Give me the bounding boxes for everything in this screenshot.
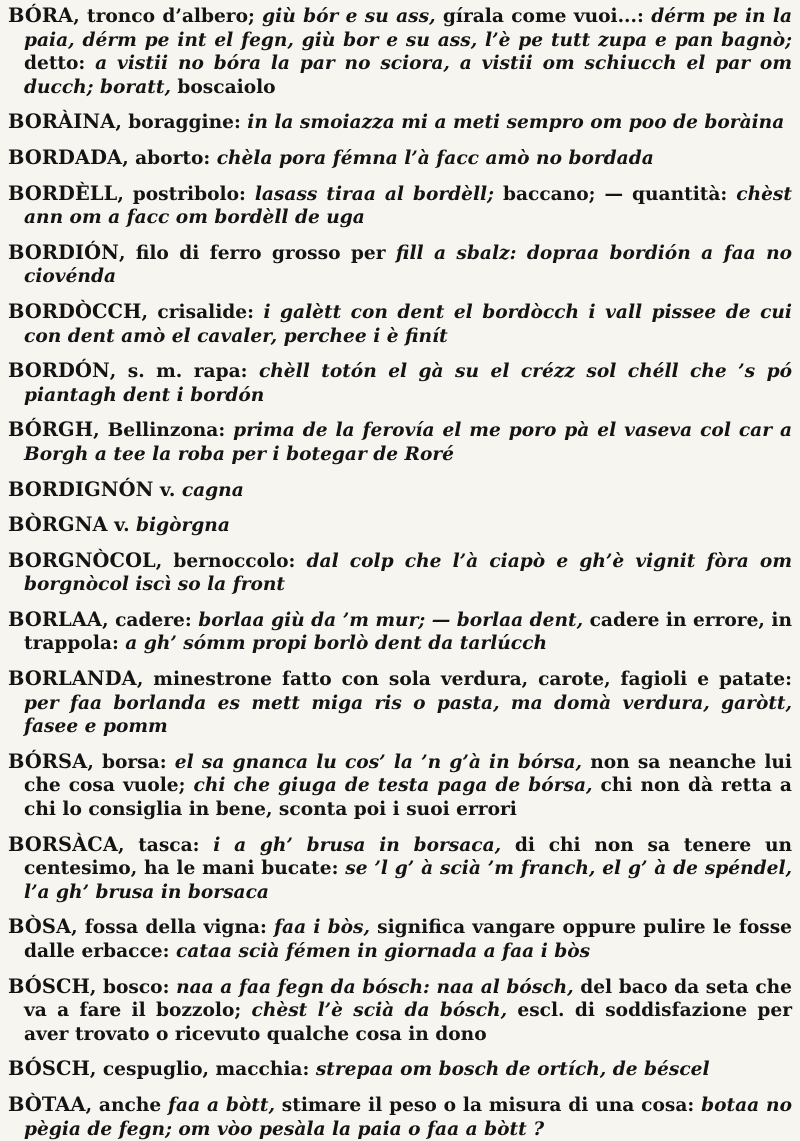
entry-boraina <box>8 110 792 135</box>
example-text: fill a sbalz: dopraa bordión a faa no ciovénda <box>24 242 792 288</box>
example-text: el sa gnanca lu cos’ la ’n g’à in bórsa, <box>174 751 583 773</box>
example-text: cataa scià fémen in giornada a faa i bòs <box>175 941 591 962</box>
headword: BORDIÓN <box>8 240 119 264</box>
example-text: bigòrgna <box>136 515 230 537</box>
headword: BORLAA <box>8 607 103 631</box>
example-text: a gh’ sómm propi borlò dent da tarlúcch <box>125 633 547 655</box>
entry-bordocch <box>8 300 792 348</box>
headword: BORDIGNÓN <box>8 477 154 501</box>
example-text: i a gh’ brusa in borsaca, <box>213 834 502 856</box>
example-text: lasass tiraa al bordèll; <box>254 183 494 205</box>
example-text: botaa no pègia de fegn; om vòo pesàla la paia o faa a bòtt ? <box>24 1094 792 1140</box>
headword: BORÀINA <box>8 110 116 134</box>
entry-bosch-cespuglio <box>8 1057 792 1082</box>
example-text: giù bór e su ass, <box>262 6 436 27</box>
entry-borlanda <box>8 667 792 739</box>
entry-borgna <box>8 513 792 538</box>
definition-text: , cadere: <box>102 609 199 631</box>
example-text: i galètt con dent el bordòcch i vall pissee de cui con dent amò el cavaler, perchee i è finít <box>24 301 792 347</box>
example-text: chèll totón el gà su el crézz sol chéll che ’s pó piantagh dent i bordón <box>24 361 792 406</box>
headword: BÓRSA <box>8 749 88 773</box>
headword: BÒRGNA <box>8 513 108 537</box>
entry-borsaca <box>8 833 792 905</box>
headword: BORSÀCA <box>8 832 118 856</box>
definition-text: significa vangare oppure pulire le fosse dalle erbacce: <box>24 917 792 962</box>
entry-bordada <box>8 146 792 171</box>
example-text: chèst ann om a facc om bordèll de uga <box>24 183 792 229</box>
example-text: chi che giuga de testa paga de bórsa, <box>193 775 593 797</box>
entry-bordion <box>8 241 792 289</box>
entry-bordon <box>8 359 792 407</box>
entry-borgnocol <box>8 549 792 597</box>
definition-text: , tasca: <box>117 834 214 856</box>
definition-text: , fossa della vigna: <box>71 917 275 939</box>
entry-bosch-bosco <box>8 975 792 1047</box>
example-text: in la smoiazza mi a meti sempro om poo de boràina <box>247 112 785 134</box>
example-text: borlaa giù da ’m mur; — borlaa dent, <box>198 609 584 631</box>
example-text: chèla pora fémna l’à facc amò no bordada <box>216 147 654 169</box>
example-text: cagna <box>181 479 244 501</box>
headword: BORDÈLL <box>8 181 118 205</box>
definition-text: detto: <box>24 53 96 75</box>
definition-text: , borsa: <box>87 751 175 773</box>
definition-text: v. <box>153 479 182 501</box>
example-text: naa a faa fegn da bósch: naa al bósch, <box>176 976 574 998</box>
definition-text: baccano; — quantità: <box>493 183 737 205</box>
definition-text: , filo di ferro grosso per <box>118 242 396 264</box>
headword: BORLANDA <box>8 667 137 691</box>
entry-bosa <box>8 915 792 963</box>
headword: BORDÒCCH <box>8 299 142 323</box>
definition-text: v. <box>107 515 137 537</box>
entry-botaa <box>8 1093 792 1141</box>
definition-text: boscaiolo <box>170 76 276 98</box>
definition-text: stimare il peso o la misura di una cosa: <box>274 1094 702 1116</box>
definition-text: , Bellinzona: <box>93 420 234 442</box>
headword: BÓSCH <box>8 1057 90 1081</box>
definition-text: gírala come vuoi...: <box>435 6 652 27</box>
example-text: faa i bòs, <box>274 917 370 939</box>
definition-text: , boraggine: <box>115 112 248 134</box>
headword: BORDADA <box>8 145 123 169</box>
example-text: prima de la ferovía el me poro pà el vaseva col car a Borgh a tee la roba per i botegar de Roré <box>24 420 792 465</box>
entry-bordignon <box>8 478 792 503</box>
example-text: per faa borlanda es mett miga ris o pasta, ma domà verdura, garòtt, fasee e pomm <box>24 692 792 738</box>
definition-text: , anche <box>85 1094 169 1116</box>
definition-text: , crisalide: <box>141 301 264 323</box>
definition-text: cadere in errore, in trappola: <box>24 609 792 655</box>
definition-text: , postribolo: <box>117 183 255 205</box>
headword: BÓSCH <box>8 974 90 998</box>
definition-text: , bernoccolo: <box>155 550 307 572</box>
definition-text: , aborto: <box>122 147 217 169</box>
headword: BÒTAA <box>8 1092 86 1116</box>
entry-borlaa <box>8 608 792 656</box>
definition-text: di chi non sa tenere un centesimo, ha le mani bucate: <box>24 834 792 880</box>
definition-text: , bosco: <box>89 976 177 998</box>
headword: BÓRA <box>8 4 74 27</box>
definition-text: , tronco d’albero; <box>73 6 263 27</box>
definition-text: del baco da seta che va a fare il bozzolo; <box>24 976 792 1022</box>
example-text: se ’l g’ à scià ’m franch, el g’ à de spéndel, l’a gh’ brusa in borsaca <box>24 858 793 903</box>
example-text: strepaa om bosch de ortích, de béscel <box>315 1059 710 1081</box>
definition-text: non sa neanche lui che cosa vuole; <box>24 751 792 797</box>
example-text: faa a bòtt, <box>168 1094 275 1116</box>
entry-bordell <box>8 182 792 230</box>
example-text: a vistii no bóra la par no sciora, a vistii om schiucch el par om ducch; boratt, <box>24 53 792 98</box>
entry-borsa <box>8 750 792 822</box>
definition-text: chi non dà retta a chi lo consiglia in bene, sconta poi i suoi errori <box>24 775 792 821</box>
entry-borgh <box>8 418 792 466</box>
definition-text: , s. m. rapa: <box>109 361 259 383</box>
example-text: chèst l’è scià da bósch, <box>251 1000 508 1022</box>
example-text: dal colp che l’à ciapò e gh’è vignit fòra om borgnòcol iscì so la front <box>24 550 793 596</box>
headword: BÒSA <box>8 915 72 939</box>
definition-text: , cespuglio, macchia: <box>89 1059 316 1081</box>
headword: BÓRGH <box>8 418 94 442</box>
headword: BORGNÒCOL <box>8 548 156 572</box>
definition-text: escl. di soddisfazione per aver trovato o ricevuto qualche cosa in dono <box>24 1000 792 1045</box>
example-text: dérm pe in la paia, dérm pe int el fegn, giù bor e su ass, l’è pe tutt zupa e pan bagnò; <box>24 6 792 51</box>
headword: BORDÓN <box>8 359 110 383</box>
definition-text: , minestrone fatto con sola verdura, carote, fagioli e patate: <box>136 669 792 691</box>
entry-bora <box>8 4 792 99</box>
